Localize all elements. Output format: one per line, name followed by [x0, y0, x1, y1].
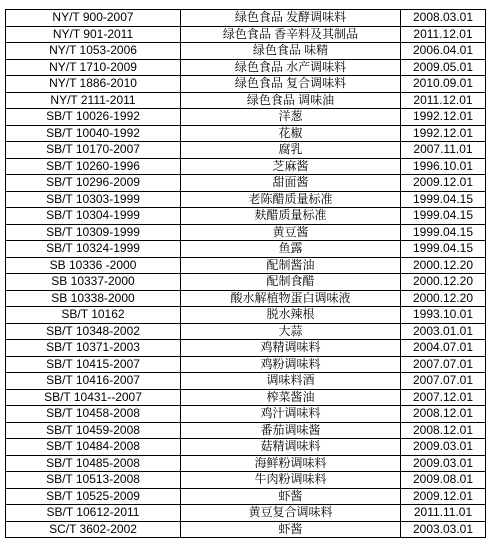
standard-code-cell: SB/T 10324-1999: [6, 241, 181, 258]
standard-code-cell: SB/T 10485-2008: [6, 455, 181, 472]
table-row: [6, 307, 486, 324]
standard-name-cell: 大蒜: [181, 323, 401, 340]
standards-table: [5, 9, 486, 538]
standard-name-cell: 脱水辣根: [181, 307, 401, 324]
standard-code-cell: SB/T 10170-2007: [6, 142, 181, 159]
effective-date-cell: 2009.12.01: [401, 175, 486, 192]
table-row: [6, 505, 486, 522]
effective-date-cell: 2007.07.01: [401, 356, 486, 373]
table-row: [6, 241, 486, 258]
effective-date-cell: 2000.12.20: [401, 274, 486, 291]
effective-date-cell: 2008.03.01: [401, 10, 486, 27]
table-row: [6, 10, 486, 27]
table-row: [6, 224, 486, 241]
effective-date-cell: 2011.12.01: [401, 92, 486, 109]
effective-date-cell: 2009.03.01: [401, 439, 486, 456]
standard-code-cell: SB/T 10416-2007: [6, 373, 181, 390]
standard-name-cell: 黄豆酱: [181, 224, 401, 241]
effective-date-cell: 1999.04.15: [401, 241, 486, 258]
effective-date-cell: 2009.03.01: [401, 455, 486, 472]
standard-name-cell: 黄豆复合调味料: [181, 505, 401, 522]
standard-code-cell: SB/T 10612-2011: [6, 505, 181, 522]
table-row: [6, 356, 486, 373]
standard-name-cell: 鱼露: [181, 241, 401, 258]
table-row: [6, 26, 486, 43]
standard-code-cell: SB/T 10304-1999: [6, 208, 181, 225]
standard-name-cell: 花椒: [181, 125, 401, 142]
effective-date-cell: 2009.12.01: [401, 488, 486, 505]
standard-code-cell: NY/T 1710-2009: [6, 59, 181, 76]
table-row: [6, 142, 486, 159]
effective-date-cell: 1992.12.01: [401, 109, 486, 126]
standard-name-cell: 绿色食品 调味油: [181, 92, 401, 109]
table-row: [6, 109, 486, 126]
standard-name-cell: 鸡精调味料: [181, 340, 401, 357]
standard-code-cell: SB/T 10303-1999: [6, 191, 181, 208]
standard-code-cell: SB/T 10309-1999: [6, 224, 181, 241]
standard-name-cell: 麸醋质量标准: [181, 208, 401, 225]
effective-date-cell: 2006.04.01: [401, 43, 486, 60]
standard-code-cell: SC/T 3602-2002: [6, 521, 181, 538]
table-row: [6, 389, 486, 406]
table-row: [6, 488, 486, 505]
standard-code-cell: SB/T 10431--2007: [6, 389, 181, 406]
table-row: [6, 175, 486, 192]
standard-code-cell: SB 10337-2000: [6, 274, 181, 291]
standard-code-cell: SB/T 10458-2008: [6, 406, 181, 423]
standard-name-cell: 酸水解植物蛋白调味液: [181, 290, 401, 307]
standard-code-cell: SB 10336 -2000: [6, 257, 181, 274]
table-row: [6, 191, 486, 208]
table-row: [6, 125, 486, 142]
table-row: [6, 92, 486, 109]
standard-name-cell: 番茄调味酱: [181, 422, 401, 439]
standard-name-cell: 甜面酱: [181, 175, 401, 192]
standard-code-cell: SB/T 10260-1996: [6, 158, 181, 175]
standard-name-cell: 虾酱: [181, 521, 401, 538]
table-row: [6, 406, 486, 423]
standard-code-cell: SB/T 10459-2008: [6, 422, 181, 439]
effective-date-cell: 2009.05.01: [401, 59, 486, 76]
standard-code-cell: SB/T 10162: [6, 307, 181, 324]
standard-code-cell: SB/T 10484-2008: [6, 439, 181, 456]
effective-date-cell: 2004.07.01: [401, 340, 486, 357]
effective-date-cell: 2008.12.01: [401, 406, 486, 423]
standard-code-cell: SB/T 10415-2007: [6, 356, 181, 373]
effective-date-cell: 2000.12.20: [401, 257, 486, 274]
table-row: [6, 158, 486, 175]
standard-code-cell: NY/T 900-2007: [6, 10, 181, 27]
standard-code-cell: NY/T 1886-2010: [6, 76, 181, 93]
effective-date-cell: 1999.04.15: [401, 191, 486, 208]
standard-name-cell: 老陈醋质量标准: [181, 191, 401, 208]
table-row: [6, 455, 486, 472]
standard-name-cell: 调味料酒: [181, 373, 401, 390]
standard-code-cell: SB/T 10525-2009: [6, 488, 181, 505]
effective-date-cell: 2007.11.01: [401, 142, 486, 159]
effective-date-cell: 2003.01.01: [401, 323, 486, 340]
standard-name-cell: 鸡汁调味料: [181, 406, 401, 423]
standard-code-cell: NY/T 2111-2011: [6, 92, 181, 109]
table-row: [6, 257, 486, 274]
effective-date-cell: 1999.04.15: [401, 208, 486, 225]
table-row: [6, 323, 486, 340]
standard-name-cell: 洋葱: [181, 109, 401, 126]
effective-date-cell: 2007.07.01: [401, 373, 486, 390]
standard-code-cell: SB 10338-2000: [6, 290, 181, 307]
standard-name-cell: 芝麻酱: [181, 158, 401, 175]
table-row: [6, 274, 486, 291]
table-row: [6, 208, 486, 225]
effective-date-cell: 1993.10.01: [401, 307, 486, 324]
effective-date-cell: 2007.12.01: [401, 389, 486, 406]
effective-date-cell: 2003.03.01: [401, 521, 486, 538]
effective-date-cell: 2010.09.01: [401, 76, 486, 93]
table-row: [6, 290, 486, 307]
table-row: [6, 340, 486, 357]
standard-name-cell: 鸡粉调味料: [181, 356, 401, 373]
standard-name-cell: 配制酱油: [181, 257, 401, 274]
standard-name-cell: 绿色食品 水产调味料: [181, 59, 401, 76]
standard-name-cell: 海鲜粉调味料: [181, 455, 401, 472]
standard-code-cell: SB/T 10371-2003: [6, 340, 181, 357]
standard-code-cell: SB/T 10040-1992: [6, 125, 181, 142]
standard-name-cell: 虾酱: [181, 488, 401, 505]
effective-date-cell: 1996.10.01: [401, 158, 486, 175]
table-row: [6, 373, 486, 390]
table-row: [6, 472, 486, 489]
standard-name-cell: 配制食醋: [181, 274, 401, 291]
effective-date-cell: 2009.08.01: [401, 472, 486, 489]
table-row: [6, 422, 486, 439]
table-row: [6, 59, 486, 76]
standard-code-cell: NY/T 901-2011: [6, 26, 181, 43]
table-row: [6, 76, 486, 93]
effective-date-cell: 2011.11.01: [401, 505, 486, 522]
standard-name-cell: 榨菜酱油: [181, 389, 401, 406]
standard-code-cell: SB/T 10513-2008: [6, 472, 181, 489]
standard-name-cell: 绿色食品 发酵调味料: [181, 10, 401, 27]
standard-name-cell: 腐乳: [181, 142, 401, 159]
table-row: [6, 521, 486, 538]
effective-date-cell: 1992.12.01: [401, 125, 486, 142]
standard-name-cell: 绿色食品 味精: [181, 43, 401, 60]
standards-table-body: [6, 10, 486, 538]
standard-name-cell: 绿色食品 复合调味料: [181, 76, 401, 93]
standard-code-cell: SB/T 10348-2002: [6, 323, 181, 340]
effective-date-cell: 2000.12.20: [401, 290, 486, 307]
effective-date-cell: 2008.12.01: [401, 422, 486, 439]
standard-name-cell: 绿色食品 香辛料及其制品: [181, 26, 401, 43]
standard-name-cell: 牛肉粉调味料: [181, 472, 401, 489]
effective-date-cell: 2011.12.01: [401, 26, 486, 43]
effective-date-cell: 1999.04.15: [401, 224, 486, 241]
standard-code-cell: SB/T 10296-2009: [6, 175, 181, 192]
standard-code-cell: SB/T 10026-1992: [6, 109, 181, 126]
standard-name-cell: 菇精调味料: [181, 439, 401, 456]
table-row: [6, 43, 486, 60]
table-row: [6, 439, 486, 456]
standard-code-cell: NY/T 1053-2006: [6, 43, 181, 60]
